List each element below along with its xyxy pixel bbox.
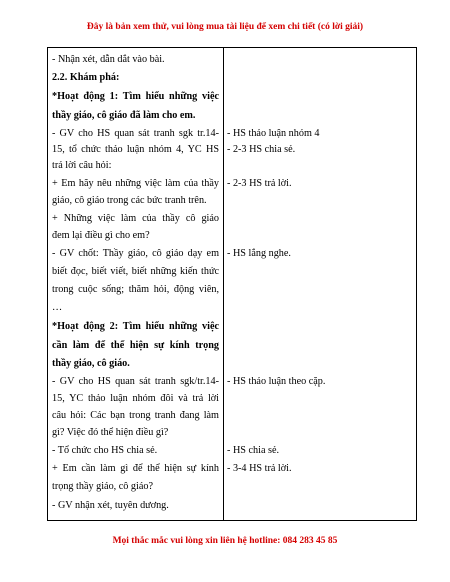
text-line: đem lại điều gì cho em? (52, 230, 150, 241)
text-line: - 2-3 HS chia sẻ. (227, 144, 296, 155)
text-line: - HS thảo luận nhóm 4 (227, 128, 320, 139)
activity-heading: thầy giáo, cô giáo. (52, 358, 130, 369)
text-line: + Em hãy nêu những việc làm của thầy (52, 178, 219, 189)
text-line: + Những việc làm của thầy cô giáo (52, 213, 219, 224)
text-line: trả lời câu hỏi: (52, 160, 112, 171)
section-heading: 2.2. Khám phá: (52, 72, 120, 83)
text-line: 15, YC thảo luận nhóm đôi và trả lời (52, 393, 219, 404)
lesson-table (47, 47, 417, 521)
text-line: - Nhận xét, dẫn dắt vào bài. (52, 54, 165, 65)
student-activities-cell (224, 48, 417, 521)
text-line: - Tổ chức cho HS chia sẻ. (52, 445, 158, 456)
preview-banner: Đây là bản xem thử, vui lòng mua tài liệu để xem chi tiết (có lời giải) (86, 22, 364, 32)
text-line: … (52, 302, 63, 313)
activity-heading: cần làm để thể hiện sự kính trọng (52, 340, 219, 351)
text-line: giáo, cô giáo trong các bức tranh trên. (52, 195, 207, 206)
text-line: - GV chốt: Thầy giáo, cô giáo dạy em (52, 248, 219, 259)
text-line: + Em cần làm gì để thể hiện sự kính (52, 463, 219, 474)
text-line: biết đọc, biết viết, biết những kiến thức (52, 266, 219, 277)
text-line: - HS lắng nghe. (227, 248, 291, 259)
teacher-activities-cell (48, 48, 224, 521)
activity-heading: thầy giáo, cô giáo đã làm cho em. (52, 110, 196, 121)
text-line: - HS thảo luận theo cặp. (227, 376, 326, 387)
activity-heading: *Hoạt động 1: Tìm hiểu những việc (52, 91, 219, 102)
text-line: gì? Việc đó thể hiện điều gì? (52, 427, 169, 438)
text-line: trọng thầy giáo, cô giáo? (52, 481, 153, 492)
text-line: - 3-4 HS trả lời. (227, 463, 292, 474)
text-line: - GV cho HS quan sát tranh sgk tr.14- (52, 128, 219, 139)
text-line: - GV cho HS quan sát tranh sgk/tr.14- (52, 376, 219, 387)
table-row (48, 48, 417, 521)
text-line: - GV nhận xét, tuyên dương. (52, 500, 169, 511)
text-line: - HS chia sẻ. (227, 445, 280, 456)
text-line: - 2-3 HS trả lời. (227, 178, 292, 189)
hotline-footer: Mọi thắc mắc vui lòng xin liên hệ hotline: 084 283 45 85 (112, 536, 338, 546)
activity-heading: *Hoạt động 2: Tìm hiểu những việc (52, 321, 219, 332)
text-line: trong cuộc sống; thăm hỏi, động viên, (52, 284, 219, 295)
text-line: câu hỏi: Các bạn trong tranh đang làm (52, 410, 219, 421)
text-line: 15, tổ chức thảo luận nhóm 4, YC HS (52, 144, 219, 155)
